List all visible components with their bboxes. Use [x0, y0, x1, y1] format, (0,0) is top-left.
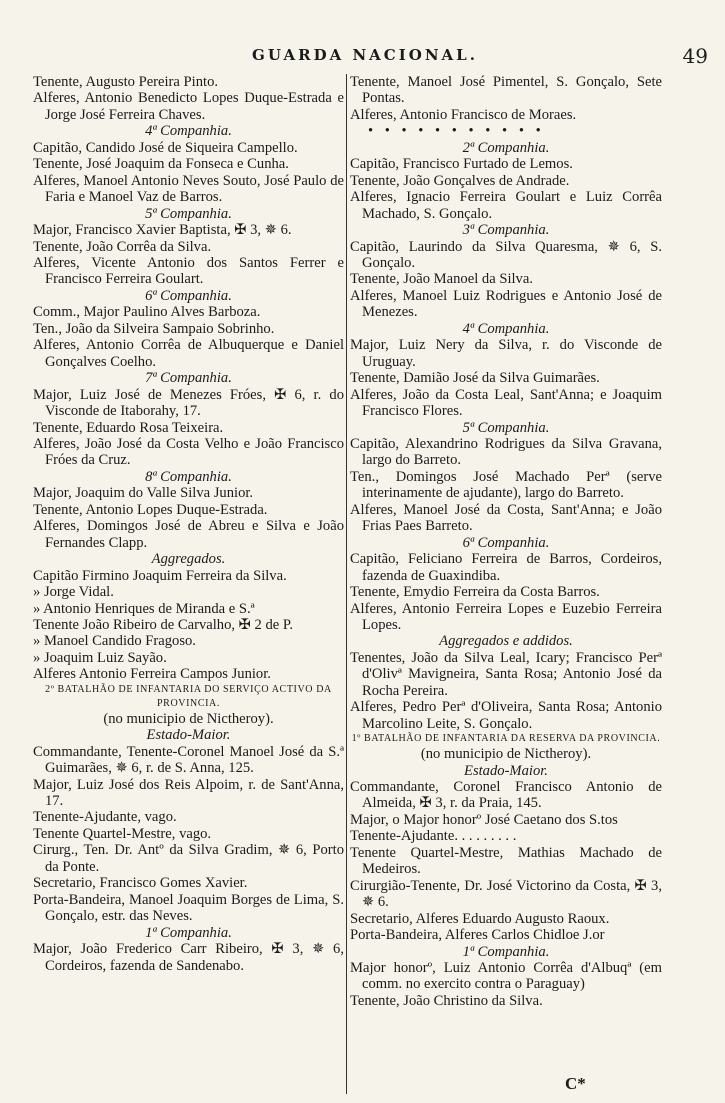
- entry-line: Major, Francisco Xavier Baptista, ✠ 3, ✵ 6.: [33, 222, 292, 239]
- section-subheading: Aggregados.: [151, 551, 226, 568]
- entry-line: Tenente, José Joaquim da Fonseca e Cunha.: [33, 156, 289, 173]
- section-subheading: Estado-Maior.: [146, 727, 231, 744]
- entry-line: Capitão Firmino Joaquim Ferreira da Silva.: [33, 567, 287, 584]
- entry-line: » Manoel Candido Fragoso.: [33, 633, 196, 650]
- page-title: GUARDA NACIONAL.: [252, 46, 478, 64]
- battalion-heading: 2º BATALHÃO DE INFANTARIA DO SERVIÇO ACTIVO DA PROVINCIA.: [45, 683, 332, 709]
- section-subheading: 6ª Companhia.: [462, 534, 550, 551]
- entry-line: Alferes, Antonio Francisco de Moraes.: [350, 106, 577, 123]
- entry-line: Cirurgião-Tenente, Dr. José Victorino da Costa, ✠ 3, ✵ 6.: [350, 877, 662, 911]
- left-column: [33, 74, 344, 974]
- entry-line: » Joaquim Luiz Sayão.: [33, 649, 167, 666]
- entry-line: Alferes, Antonio Ferreira Lopes e Euzebio Ferreira Lopes.: [350, 600, 662, 633]
- municipality-note: (no municipio de Nictheroy).: [103, 710, 274, 727]
- entry-line: Major, Luiz José dos Reis Alpoim, r. de Sant'Anna, 17.: [33, 776, 344, 810]
- entry-line: Tenente, Manoel José Pimentel, S. Gonçalo, Sete Pontas.: [350, 74, 662, 107]
- entry-line: Alferes, Pedro Perª d'Oliveira, Santa Rosa; Antonio Marcolino Leite, S. Gonçalo.: [350, 699, 662, 732]
- entry-line: Ten., Domingos José Machado Perª (serve interinamente de ajudante), largo do Barreto.: [350, 468, 662, 502]
- page-header: [30, 44, 708, 68]
- entry-line: Tenente, João Manoel da Silva.: [350, 271, 533, 288]
- municipality-note: (no municipio de Nictheroy).: [420, 746, 592, 763]
- section-subheading: 4ª Companhia.: [145, 123, 232, 140]
- section-subheading: 5ª Companhia.: [145, 205, 232, 222]
- entry-line: Commandante, Coronel Francisco Antonio de Almeida, ✠ 3, r. da Praia, 145.: [350, 779, 662, 812]
- entry-line: Alferes, Antonio Corrêa de Albuquerque e Daniel Gonçalves Coelho.: [33, 337, 344, 370]
- page-number: 49: [682, 44, 708, 68]
- entry-line: » Jorge Vidal.: [33, 584, 114, 601]
- battalion-heading: 1º BATALHÃO DE INFANTARIA DA RESERVA DA PROVINCIA.: [351, 733, 661, 745]
- entry-line: Capitão, Francisco Furtado de Lemos.: [350, 156, 573, 173]
- section-subheading: 5ª Companhia.: [462, 419, 550, 436]
- section-subheading: 8ª Companhia.: [145, 468, 232, 485]
- entry-line: Tenente-Ajudante, vago.: [33, 809, 177, 826]
- entry-line: Capitão, Feliciano Ferreira de Barros, Cordeiros, fazenda de Guaxindiba.: [350, 551, 662, 584]
- entry-line: Tenente João Ribeiro de Carvalho, ✠ 2 de P.: [33, 616, 294, 633]
- entry-line: Alferes, Domingos José de Abreu e Silva e João Fernandes Clapp.: [33, 518, 344, 551]
- entry-line: Tenente, Damião José da Silva Guimarães.: [350, 370, 600, 387]
- entry-line: Alferes, Manoel José da Costa, Sant'Anna; e João Frias Paes Barreto.: [350, 501, 662, 535]
- entry-line: Capitão, Laurindo da Silva Quaresma, ✵ 6, S. Gonçalo.: [350, 238, 662, 271]
- entry-line: Ten., João da Silveira Sampaio Sobrinho.: [33, 320, 275, 337]
- entry-line: Tenente, Eduardo Rosa Teixeira.: [33, 419, 224, 436]
- entry-line: Major, Luiz Nery da Silva, r. do Visconde de Uruguay.: [350, 337, 662, 370]
- entry-line: » Antonio Henriques de Miranda e S.ª: [33, 600, 255, 617]
- entry-line: Tenente Quartel-Mestre, Mathias Machado de Medeiros.: [350, 844, 662, 878]
- entry-line: Tenente, Emydio Ferreira da Costa Barros.: [350, 584, 600, 601]
- entry-line: Capitão, Candido José de Siqueira Campello.: [33, 139, 298, 156]
- section-subheading: Aggregados e addidos.: [439, 633, 573, 650]
- entry-line: Major, Joaquim do Valle Silva Junior.: [33, 485, 254, 502]
- entry-line: Cirurg., Ten. Dr. Antº da Silva Gradim, ✵ 6, Porto da Ponte.: [33, 842, 344, 875]
- right-column: [350, 74, 662, 1009]
- entry-line: Alferes Antonio Ferreira Campos Junior.: [33, 666, 271, 683]
- entry-line: Porta-Bandeira, Alferes Carlos Chidloe J.or: [350, 927, 605, 944]
- entry-line: Porta-Bandeira, Manoel Joaquim Borges de Lima, S. Gonçalo, estr. das Neves.: [33, 891, 344, 925]
- entry-line: Alferes, João da Costa Leal, Sant'Anna; e Joaquim Francisco Flores.: [350, 386, 662, 420]
- entry-line: Alferes, Vicente Antonio dos Santos Ferrer e Francisco Ferreira Goulart.: [33, 254, 344, 288]
- entry-line: Tenentes, João da Silva Leal, Icary; Francisco Perª d'Olivª Mavigneira, Santa Rosa; Antonio José da Rocha Pereira.: [350, 649, 662, 699]
- entry-line: Commandante, Tenente-Coronel Manoel José da S.ª Guimarães, ✵ 6, r. de S. Anna, 125.: [33, 743, 344, 777]
- section-subheading: 1ª Companhia.: [145, 924, 232, 941]
- entry-line: Tenente, Antonio Lopes Duque-Estrada.: [33, 501, 268, 518]
- section-subheading: 7ª Companhia.: [145, 370, 232, 387]
- column-divider: [346, 74, 347, 1094]
- entry-line: Major, Luiz José de Menezes Fróes, ✠ 6, r. do Visconde de Itaborahy, 17.: [33, 386, 344, 420]
- section-subheading: 3ª Companhia.: [462, 222, 550, 239]
- entry-line: Major, João Frederico Carr Ribeiro, ✠ 3, ✵ 6, Cordeiros, fazenda de Sandenabo.: [33, 941, 344, 974]
- entry-line: Tenente Quartel-Mestre, vago.: [33, 825, 212, 842]
- entry-line: Tenente, João Gonçalves de Andrade.: [350, 172, 570, 189]
- entry-line: Alferes, Ignacio Ferreira Goulart e Luiz Corrêa Machado, S. Gonçalo.: [350, 189, 662, 222]
- entry-line: Alferes, Manoel Antonio Neves Souto, José Paulo de Faria e Manoel Vaz de Barros.: [33, 172, 344, 206]
- section-subheading: 6ª Companhia.: [145, 287, 232, 304]
- entry-line: Tenente, Augusto Pereira Pinto.: [33, 74, 219, 90]
- entry-line: Capitão, Alexandrino Rodrigues da Silva Gravana, largo do Barreto.: [350, 435, 662, 469]
- entry-line: Tenente, João Corrêa da Silva.: [33, 238, 212, 255]
- ellipsis-row: • • • • • • • • • • •: [368, 123, 545, 140]
- signature-mark: C*: [565, 1074, 586, 1093]
- entry-line: Major, o Major honorº José Caetano dos S.tos: [350, 811, 618, 828]
- section-subheading: 2ª Companhia.: [462, 139, 550, 156]
- entry-line: Tenente, João Christino da Silva.: [350, 992, 543, 1009]
- entry-line: Secretario, Francisco Gomes Xavier.: [33, 875, 248, 892]
- entry-line: Tenente-Ajudante. . . . . . . . .: [350, 828, 517, 845]
- entry-line: Alferes, Manoel Luiz Rodrigues e Antonio José de Menezes.: [350, 287, 662, 321]
- entry-line: Comm., Major Paulino Alves Barboza.: [33, 304, 261, 321]
- entry-line: Secretario, Alferes Eduardo Augusto Raoux.: [350, 910, 610, 927]
- section-subheading: 4ª Companhia.: [462, 320, 550, 337]
- section-subheading: Estado-Maior.: [464, 762, 548, 779]
- section-subheading: 1ª Companhia.: [462, 943, 550, 960]
- entry-line: Alferes, Antonio Benedicto Lopes Duque-Estrada e Jorge José Ferreira Chaves.: [33, 90, 344, 123]
- entry-line: Major honorº, Luiz Antonio Corrêa d'Albuqª (em comm. no exercito contra o Paraguay): [350, 960, 662, 993]
- entry-line: Alferes, João José da Costa Velho e João Francisco Fróes da Cruz.: [33, 435, 344, 469]
